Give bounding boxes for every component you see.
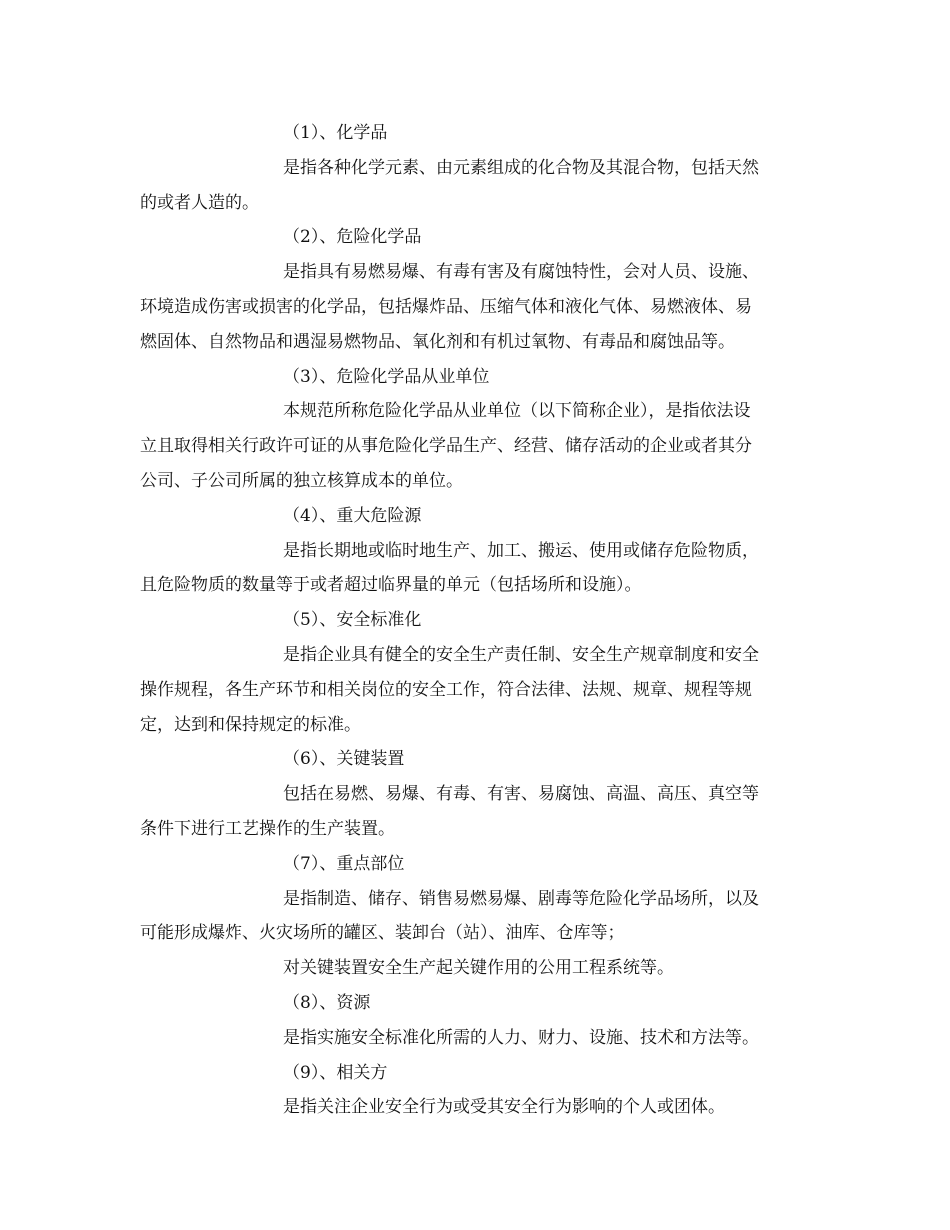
definition-text-line: 的或者人造的。 bbox=[140, 192, 259, 213]
definition-text-line: 条件下进行工艺操作的生产装置。 bbox=[140, 818, 395, 839]
definition-text-line: 定，达到和保持规定的标准。 bbox=[140, 714, 361, 735]
definition-text-line: 是指具有易燃易爆、有毒有害及有腐蚀特性，会对人员、设施、 bbox=[283, 262, 759, 283]
definition-text-line: 是指实施安全标准化所需的人力、财力、设施、技术和方法等。 bbox=[283, 1027, 759, 1048]
definition-heading-key-devices: （6）、关键装置 bbox=[283, 749, 405, 770]
definition-text-line: 且危险物质的数量等于或者超过临界量的单元（包括场所和设施）。 bbox=[140, 575, 642, 596]
definition-text-line: 立且取得相关行政许可证的从事危险化学品生产、经营、储存活动的企业或者其分 bbox=[140, 436, 752, 457]
definition-heading-hazardous-chemicals: （2）、危险化学品 bbox=[283, 227, 422, 248]
definition-text-line: 操作规程，各生产环节和相关岗位的安全工作，符合法律、法规、规章、规程等规 bbox=[140, 679, 752, 700]
definition-text-line: 是指企业具有健全的安全生产责任制、安全生产规章制度和安全 bbox=[283, 644, 759, 665]
definition-text-line: 环境造成伤害或损害的化学品，包括爆炸品、压缩气体和液化气体、易燃液体、易 bbox=[140, 296, 752, 317]
definition-heading-major-hazard: （4）、重大危险源 bbox=[283, 505, 422, 526]
definition-text-line: 公司、子公司所属的独立核算成本的单位。 bbox=[140, 470, 463, 491]
definition-heading-chemicals: （1）、化学品 bbox=[283, 123, 388, 143]
definition-text-line: 是指关注企业安全行为或受其安全行为影响的个人或团体。 bbox=[283, 1097, 725, 1118]
definition-text-line: 本规范所称危险化学品从业单位（以下简称企业），是指依法设 bbox=[283, 401, 751, 422]
definition-heading-employer: （3）、危险化学品从业单位 bbox=[283, 366, 490, 387]
definition-text-line: 燃固体、自然物品和遇湿易燃物品、氧化剂和有机过氧物、有毒品和腐蚀品等。 bbox=[140, 331, 735, 352]
definition-heading-resources: （8）、资源 bbox=[283, 992, 371, 1013]
definition-heading-standardization: （5）、安全标准化 bbox=[283, 610, 422, 631]
definition-text-line: 是指各种化学元素、由元素组成的化合物及其混合物，包括天然 bbox=[283, 157, 759, 178]
definition-text-line: 对关键装置安全生产起关键作用的公用工程系统等。 bbox=[283, 958, 674, 979]
definition-heading-related-parties: （9）、相关方 bbox=[283, 1062, 388, 1083]
definition-heading-key-parts: （7）、重点部位 bbox=[283, 853, 405, 874]
definition-text-line: 是指制造、储存、销售易燃易爆、剧毒等危险化学品场所，以及 bbox=[283, 888, 759, 909]
definition-text-line: 包括在易燃、易爆、有毒、有害、易腐蚀、高温、高压、真空等 bbox=[283, 784, 759, 805]
definition-text-line: 是指长期地或临时地生产、加工、搬运、使用或储存危险物质， bbox=[283, 540, 759, 561]
document-body bbox=[140, 116, 812, 1125]
definition-text-line: 可能形成爆炸、火灾场所的罐区、装卸台（站）、油库、仓库等； bbox=[140, 923, 625, 944]
